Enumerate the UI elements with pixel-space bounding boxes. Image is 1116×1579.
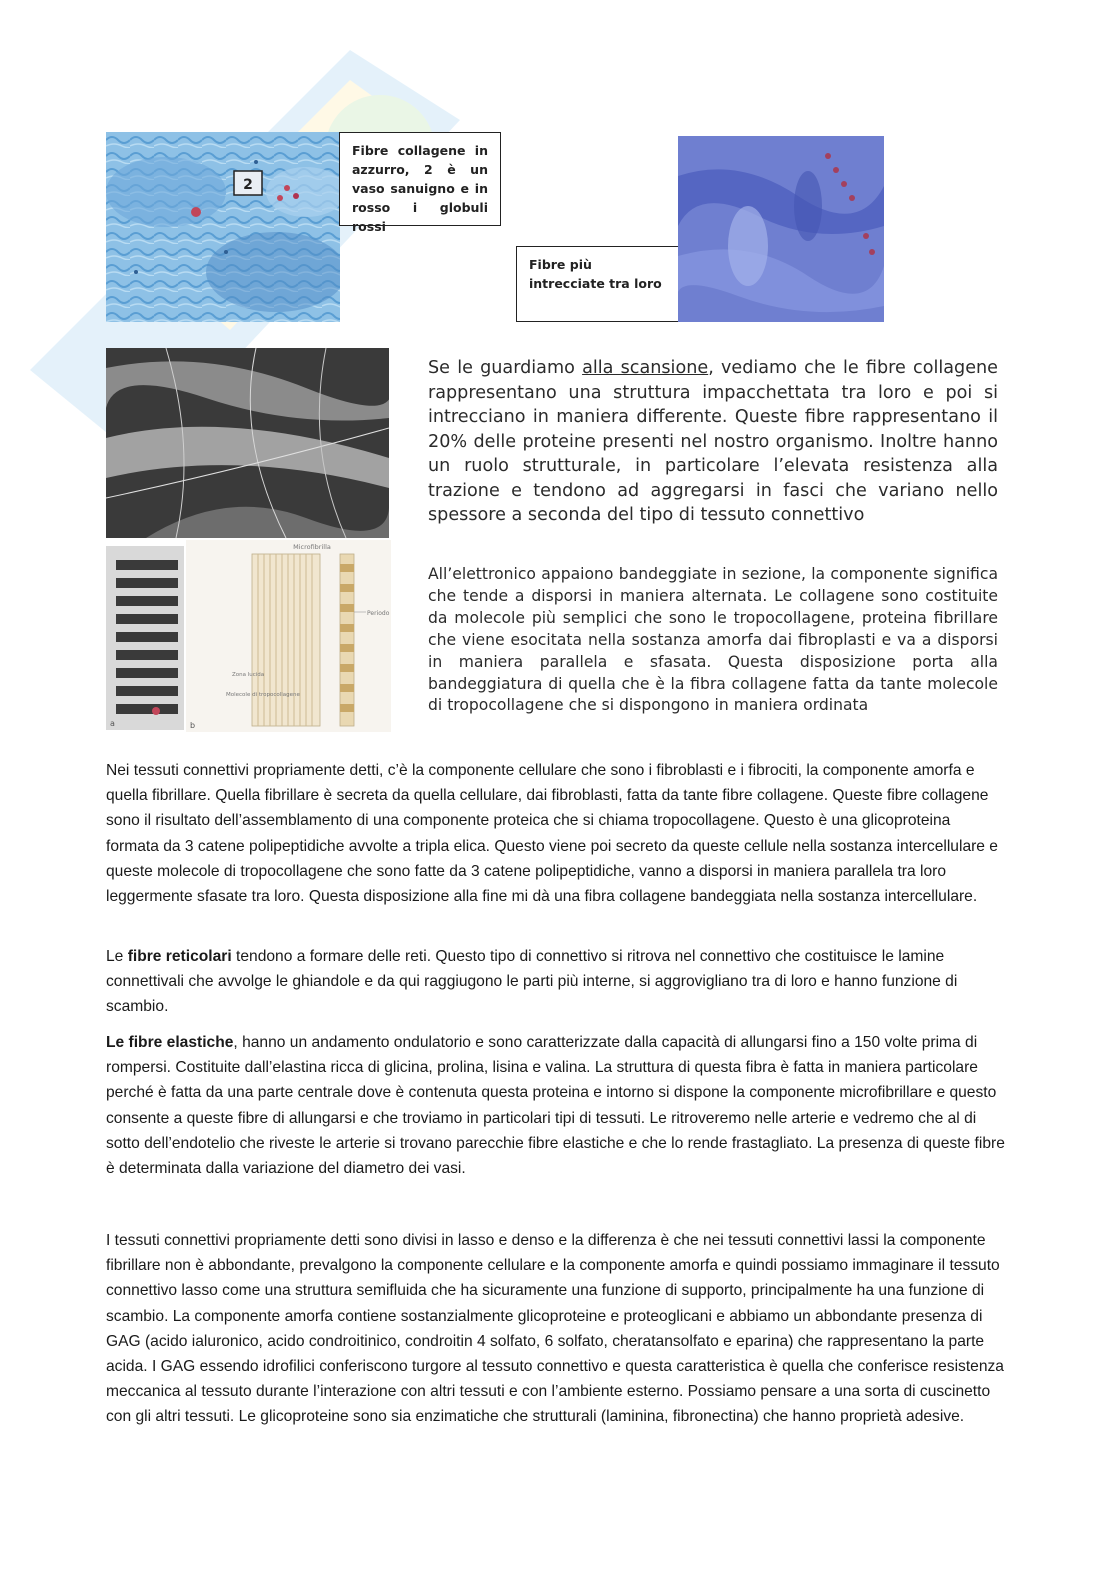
sem-text-rest: , vediamo che le fibre collagene rappresentano una struttura impacchettata tra loro e poi si intrecciano in maniera differente. Queste fibre rappresentano il 20% delle proteine presenti nel nostro organismo. Inoltre hanno un ruolo strutturale, in particolare l’elevata resistenza alla trazione e tendono ad aggregarsi in fasci che variano nello spessore a seconda del tipo di tessuto connettivo — [428, 358, 999, 525]
p2-prefix: Le — [106, 948, 128, 965]
caption-fig1-text: Fibre collagene in azzurro, 2 è un vaso sanuigno e in rosso i globuli rossi — [352, 143, 488, 234]
body-paragraph-1 — [106, 758, 1006, 909]
em-label-a: a — [110, 719, 115, 728]
p2-bold-term: fibre reticolari — [127, 948, 232, 965]
diagram-label-molecule: Molecole di tropocollagene — [226, 692, 300, 698]
body-paragraph-3 — [106, 1030, 1006, 1181]
diagram-label-period: Periodo — [367, 610, 390, 617]
sem-text-prefix: Se le guardiamo — [428, 358, 583, 378]
diagram-label-microfibril: Microfibrilla — [293, 543, 331, 551]
sem-image-collagen — [106, 348, 389, 538]
body-paragraph-4 — [106, 1228, 1006, 1430]
caption-fig2-text: Fibre più intrecciate tra loro — [529, 257, 662, 291]
p3-rest: , hanno un andamento ondulatorio e sono caratterizzate dalla capacità di allungarsi fino a 150 volte prima di rompersi. Costituite dall’elastina ricca di glicina, prolina, lisina e valina. La struttura di questa fibra è fatta in maniera particolare perché è fatta da una parte centrale dove è contenuta questa proteina e intorno si dispone la componente microfibrillare e questo consente a queste fibre di allungarsi e che troviamo in particolari tipi di tessuti. Le ritroveremo nelle arterie e vedremo che al di sotto dell’endotelio che riveste le arterie si trovano parecchie fibre elastiche e che lo rende frastagliato. La presenza di queste fibre è determinata dalla variazione del diametro dei vasi. — [106, 1034, 1005, 1178]
sem-description — [428, 356, 998, 528]
histology-image-collagen-blue — [106, 132, 340, 322]
body-paragraph-4-text: I tessuti connettivi propriamente detti sono divisi in lasso e denso e la differenza è che nei tessuti connettivi lassi la componente fibrillare non è abbondante, prevalgono la componente cellulare e la componente amorfa e quindi possiamo immaginare il tessuto connettivo lasso come una struttura semifluida che ha sicuramente una funzione di supporto, principalmente ha una funzione di scambio. La componente amorfa contiene sostanzialmente glicoproteine e proteoglicani e abbiamo un abbondante presenza di GAG (acido ialuronico, acido condroitinico, condroitin 4 solfato, 6 solfato, cheratansolfato e eparina) che rappresentano la parte acida. I GAG essendo idrofilici conferiscono turgore al tessuto connettivo e questa caratteristica è quella che conferisce resistenza meccanica al tessuto durante l’interazione con altri tessuti e con l’ambiente esterno. Possiamo pensare a una sorta di cuscinetto con gli altri tessuti. Le glicoproteine sono sia enzimatiche che strutturali (laminina, fibronectina) che hanno proprietà adesive. — [106, 1232, 1004, 1426]
figure-label-2: 2 — [243, 177, 253, 193]
tropocollagen-diagram — [186, 540, 391, 732]
caption-fig1 — [339, 132, 501, 234]
body-paragraph-2 — [106, 944, 1006, 1020]
body-paragraph-1-text: Nei tessuti connettivi propriamente detti, c’è la componente cellulare che sono i fibroblasti e i fibrociti, la componente amorfa e quella fibrillare. Quella fibrillare è secreta da quella cellulare, dai fibroblasti, fatta da tante fibre collagene. Queste fibre collagene sono il risultato dell’assemblamento di una componente proteica che si chiama tropocollagene. Questo è una glicoproteina formata da 3 catene polipeptidiche avvolte a tripla elica. Questo viene poi secreto da queste cellule nella sostanza intercellulare e queste molecole di tropocollagene che sono fatte da 3 catene polipeptidiche, vanno a disporsi in maniera parallela tra loro leggermente sfasate tra loro. Questa disposizione alla fine mi dà una fibra collagene bandeggiata nella sostanza intercellulare. — [106, 762, 998, 906]
em-description — [428, 564, 998, 717]
sem-text-link: alla scansione — [582, 358, 709, 378]
caption-fig2 — [516, 246, 680, 322]
diagram-label-b: b — [190, 721, 196, 730]
em-image-banded-fibrils — [106, 546, 184, 730]
p3-bold-term: Le fibre elastiche — [106, 1034, 234, 1051]
em-description-text: All’elettronico appaiono bandeggiate in sezione, la componente significa che tende a disporsi in maniera alternata. Le collagene sono costituite da molecole più semplici che sono le tropocollagene, proteina fibrillare che viene esocitata nella sostanza amorfa dai fibroplasti e va a disporsi in maniera parallela e sfasata. Questa disposizione porta alla bandeggiatura di quella che è la fibra collagene fatta da tante molecole di tropocollagene che si dispongono in maniera ordinata — [428, 565, 998, 715]
p2-rest: tendono a formare delle reti. Questo tipo di connettivo si ritrova nel connettivo che costituisce le lamine connettivali che avvolge le ghiandole e da qui raggiugono le parti più interne, si aggrovigliano tra di loro e hanno funzione di scambio. — [106, 948, 958, 1016]
histology-image-collagen-purple — [678, 136, 884, 322]
diagram-label-zone: Zona lucida — [232, 672, 265, 678]
